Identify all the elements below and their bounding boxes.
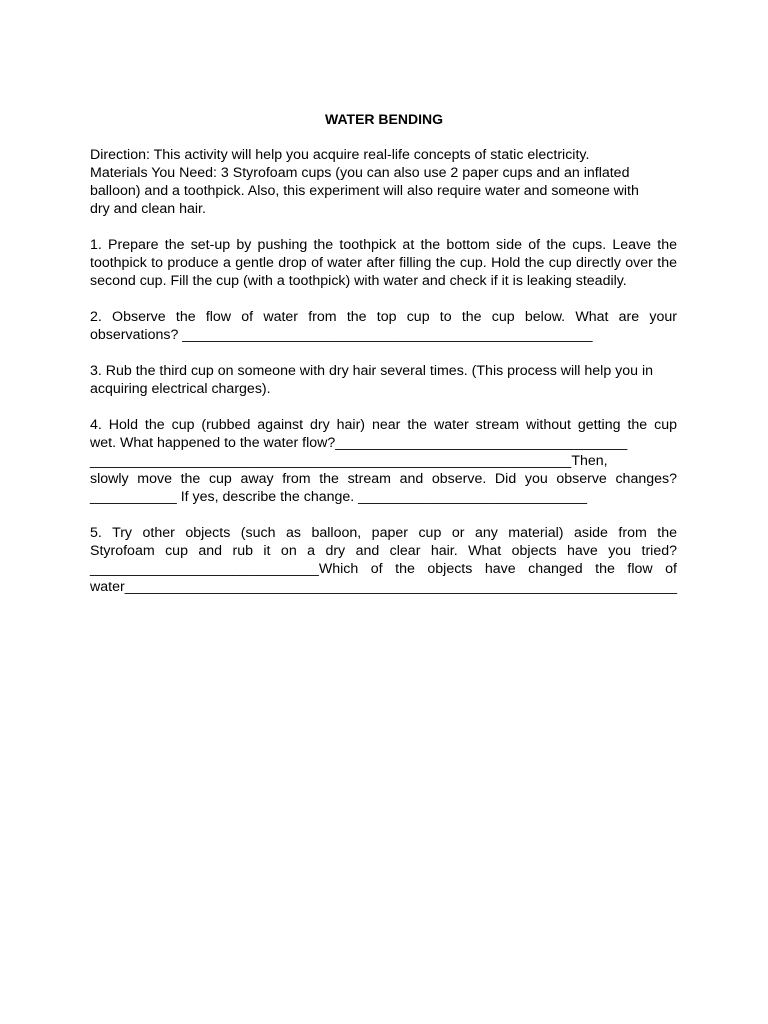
step-1: 1. Prepare the set-up by pushing the toothpick at the bottom side of the cups. Leave the toothpick to produce a gentle drop of water after filling the cup. Hold the cup directly over the second cup. Fill the cup (with a toothpick) with water and check if it is leaking steadily.: [90, 237, 677, 289]
step-2-answer-blank[interactable]: observations? ____________________________________________________: [90, 327, 593, 343]
step-5-water-blank[interactable]: water______________________________________________________________________: [90, 579, 678, 595]
step-5-question: Styrofoam cup and rub it on a dry and clear hair. What objects have you tried?: [90, 543, 677, 559]
worksheet-body: [90, 146, 677, 614]
intro-paragraph: [90, 146, 677, 218]
step-4: [90, 416, 677, 506]
step-4-answer-blank[interactable]: _____________________________________________________________Then,: [90, 453, 608, 469]
intro-materials-cont: balloon) and a toothpick. Also, this experiment will also require water and someone with: [90, 183, 639, 199]
step-2-question: 2. Observe the flow of water from the top cup to the cup below. What are your: [90, 309, 677, 325]
step-4-change-blank[interactable]: ___________ If yes, describe the change. _____________________________: [90, 489, 588, 505]
step-5-objects-blank[interactable]: _____________________________Which of the objects have changed the flow of: [90, 561, 677, 577]
step-2: [90, 308, 677, 344]
step-3: 3. Rub the third cup on someone with dry hair several times. (This process will help you in acquiring electrical charges).: [90, 363, 654, 397]
step-5-instruction: 5. Try other objects (such as balloon, paper cup or any material) aside from the: [90, 525, 677, 541]
step-5: [90, 524, 677, 596]
intro-materials-end: dry and clean hair.: [90, 201, 206, 217]
intro-direction: Direction: This activity will help you acquire real-life concepts of static electricity.: [90, 147, 590, 163]
step-4-followup: slowly move the cup away from the stream and observe. Did you observe changes?: [90, 471, 677, 487]
page-title: WATER BENDING: [325, 111, 443, 127]
step-4-question-blank[interactable]: wet. What happened to the water flow?_____________________________________: [90, 435, 628, 451]
intro-materials: Materials You Need: 3 Styrofoam cups (you can also use 2 paper cups and an inflated: [90, 165, 630, 181]
step-4-instruction: 4. Hold the cup (rubbed against dry hair) near the water stream without getting the cup: [90, 417, 677, 433]
